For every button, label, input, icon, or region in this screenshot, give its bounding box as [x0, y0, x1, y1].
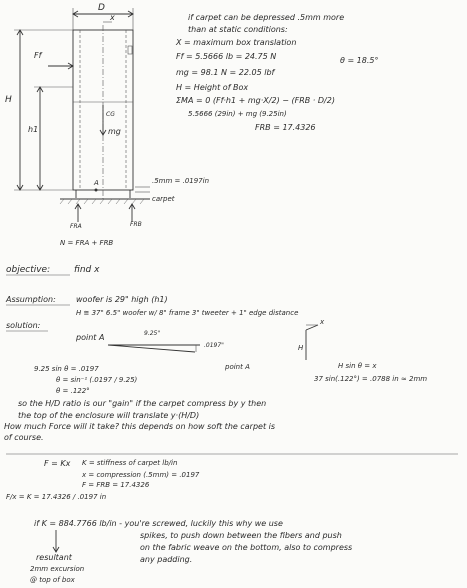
normal-force-label: N = FRA + FRB [60, 239, 114, 247]
note-line: mg = 98.1 N = 22.05 lbf [176, 68, 275, 77]
ff-label: Ff [34, 51, 42, 60]
conclusion-line: any padding. [140, 555, 193, 564]
solution-equation: 9.25 sin θ = .0197 [34, 365, 99, 373]
x-top-label: x [110, 13, 115, 22]
gap-label: .5mm = .0197in [152, 177, 210, 185]
pivot-a-label: A [94, 179, 99, 187]
h-sketch-label: H [298, 344, 304, 352]
conclusion-line: spikes, to push down between the fibers and push [140, 531, 342, 540]
dim-0197-label: .0197" [204, 342, 224, 349]
assumption-label: Assumption: [6, 295, 56, 304]
assumption-line: H ≅ 37" 6.5" woofer w/ 8" frame 3" tweeter + 1" edge distance [76, 309, 299, 317]
note-line: H = Height of Box [176, 83, 249, 92]
conclusion-line: on the fabric weave on the bottom, also to compress [140, 543, 353, 552]
top-of-box-label: @ top of box [30, 576, 75, 584]
dim-925-label: 9.25" [144, 330, 161, 337]
resultant-label: resultant [36, 553, 72, 562]
objective-text: find x [74, 265, 100, 275]
hooke-ratio: F/x = K = 17.4326 / .0197 in [6, 493, 107, 501]
note-line: X = maximum box translation [176, 38, 297, 47]
fra-label: FRA [70, 223, 82, 230]
hooke-f-definition: F = FRB = 17.4326 [82, 481, 150, 489]
point-a-right-label: point A [225, 363, 250, 371]
solution-paragraph-line: so the H/D ratio is our "gain" if the carpet compress by y then [18, 399, 267, 408]
assumption-line: woofer is 29" high (h1) [76, 295, 168, 304]
solution-equation: θ = sin⁻¹ (.0197 / 9.25) [56, 376, 138, 384]
x-sketch-label: x [320, 318, 325, 326]
h-sin-equation: H sin θ = x [338, 362, 377, 370]
hooke-law: F = Kx [44, 459, 71, 468]
note-line: 5.5666 (29in) + mg (9.25in) [188, 110, 287, 118]
excursion-label: 2mm excursion [30, 565, 85, 573]
point-a-label: point A [76, 333, 105, 342]
note-line: if carpet can be depressed .5mm more [188, 13, 345, 22]
height-label: H [5, 95, 12, 105]
h1-label: h1 [28, 125, 39, 134]
frb-label: FRB [130, 221, 142, 228]
carpet-label: carpet [152, 195, 175, 203]
solution-equation: θ = .122° [56, 387, 90, 395]
note-line: ΣMA = 0 (Ff·h1 + mg·X/2) − (FRB · D/2) [176, 96, 335, 105]
weight-label: mg [108, 127, 121, 136]
width-label: D [98, 3, 105, 13]
solution-label: solution: [6, 321, 41, 330]
hooke-k-definition: K = stiffness of carpet lb/in [82, 459, 178, 467]
hooke-x-definition: x = compression (.5mm) = .0197 [82, 471, 200, 479]
note-line: θ = 18.5° [340, 56, 379, 65]
note-line: Ff = 5.5666 lb = 24.75 N [176, 52, 277, 61]
solution-paragraph-line: the top of the enclosure will translate y·(H/D) [18, 411, 200, 420]
note-line: than at static conditions: [188, 25, 288, 34]
conclusion-line: if K = 884.7766 lb/in - you're screwed, luckily this why we use [34, 519, 283, 528]
solution-paragraph-line: How much Force will it take? this depends on how soft the carpet is [4, 422, 276, 431]
solution-paragraph-line: of course. [4, 433, 44, 442]
note-line: FRB = 17.4326 [255, 123, 316, 132]
objective-label: objective: [6, 265, 51, 275]
cg-label: CG [106, 111, 115, 118]
h-calc-equation: 37 sin(.122°) = .0788 in ≈ 2mm [314, 375, 428, 383]
